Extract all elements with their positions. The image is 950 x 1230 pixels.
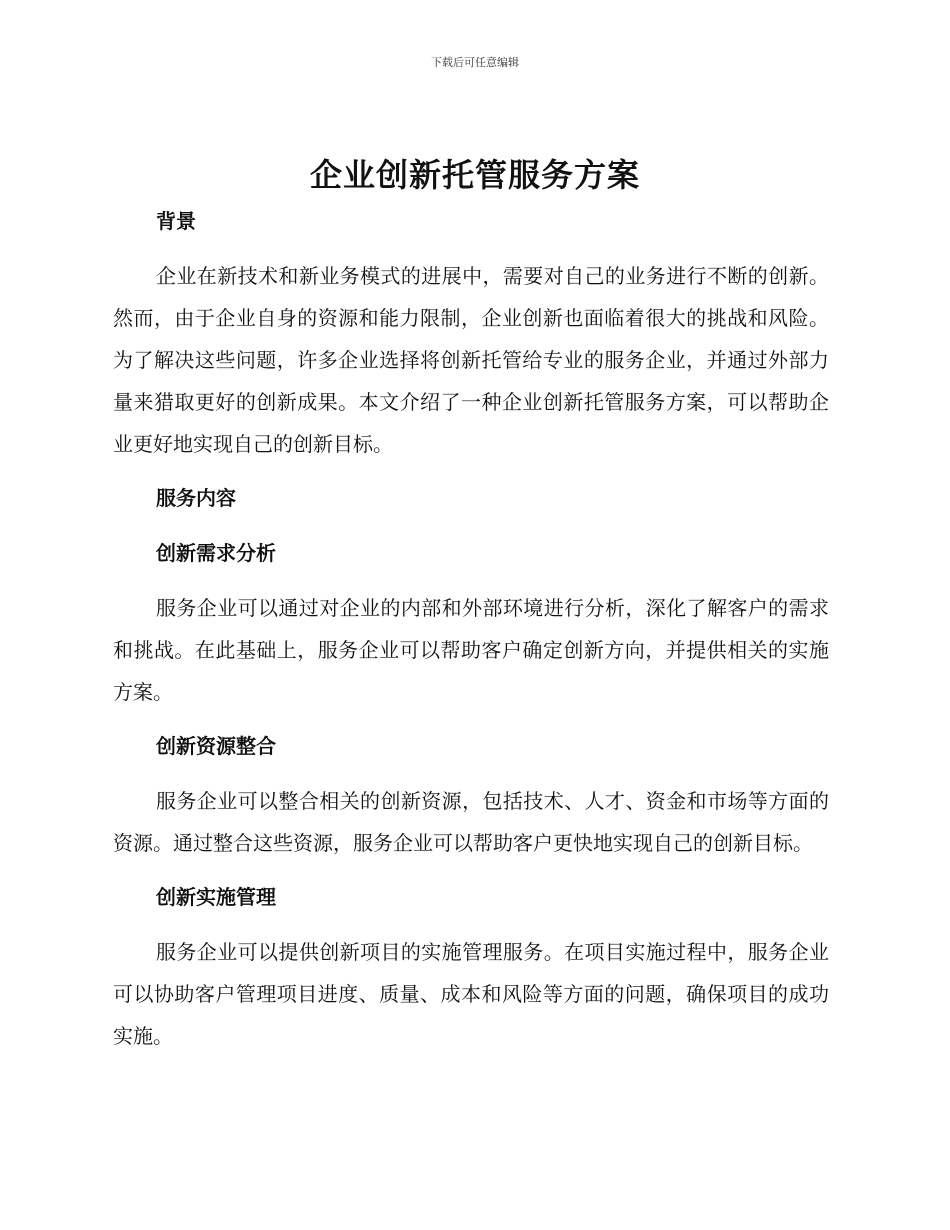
header-note: 下载后可任意编辑 <box>431 56 519 69</box>
section-heading-implementation-management: 创新实施管理 <box>156 885 276 909</box>
section-heading-background: 背景 <box>156 209 196 233</box>
paragraph-demand-analysis: 服务企业可以通过对企业的内部和外部环境进行分析，深化了解客户的需求和挑战。在此基础上，服务企业可以帮助客户确定创新方向，并提供相关的实施方案。 <box>113 596 829 704</box>
document-body <box>113 200 829 1057</box>
document-title: 企业创新托管服务方案 <box>309 156 640 194</box>
section-heading-resource-integration: 创新资源整合 <box>156 734 276 758</box>
paragraph-resource-integration: 服务企业可以整合相关的创新资源，包括技术、人才、资金和市场等方面的资源。通过整合这些资源，服务企业可以帮助客户更快地实现自己的创新目标。 <box>113 789 829 855</box>
paragraph-implementation-management: 服务企业可以提供创新项目的实施管理服务。在项目实施过程中，服务企业可以协助客户管理项目进度、质量、成本和风险等方面的问题，确保项目的成功实施。 <box>113 940 829 1048</box>
section-heading-service-content: 服务内容 <box>156 486 236 510</box>
paragraph-background: 企业在新技术和新业务模式的进展中，需要对自己的业务进行不断的创新。然而，由于企业自身的资源和能力限制，企业创新也面临着很大的挑战和风险。为了解决这些问题，许多企业选择将创新托管给专业的服务企业，并通过外部力量来猎取更好的创新成果。本文介绍了一种企业创新托管服务方案，可以帮助企业更好地实现自己的创新目标。 <box>113 264 829 456</box>
section-heading-demand-analysis: 创新需求分析 <box>156 541 276 565</box>
